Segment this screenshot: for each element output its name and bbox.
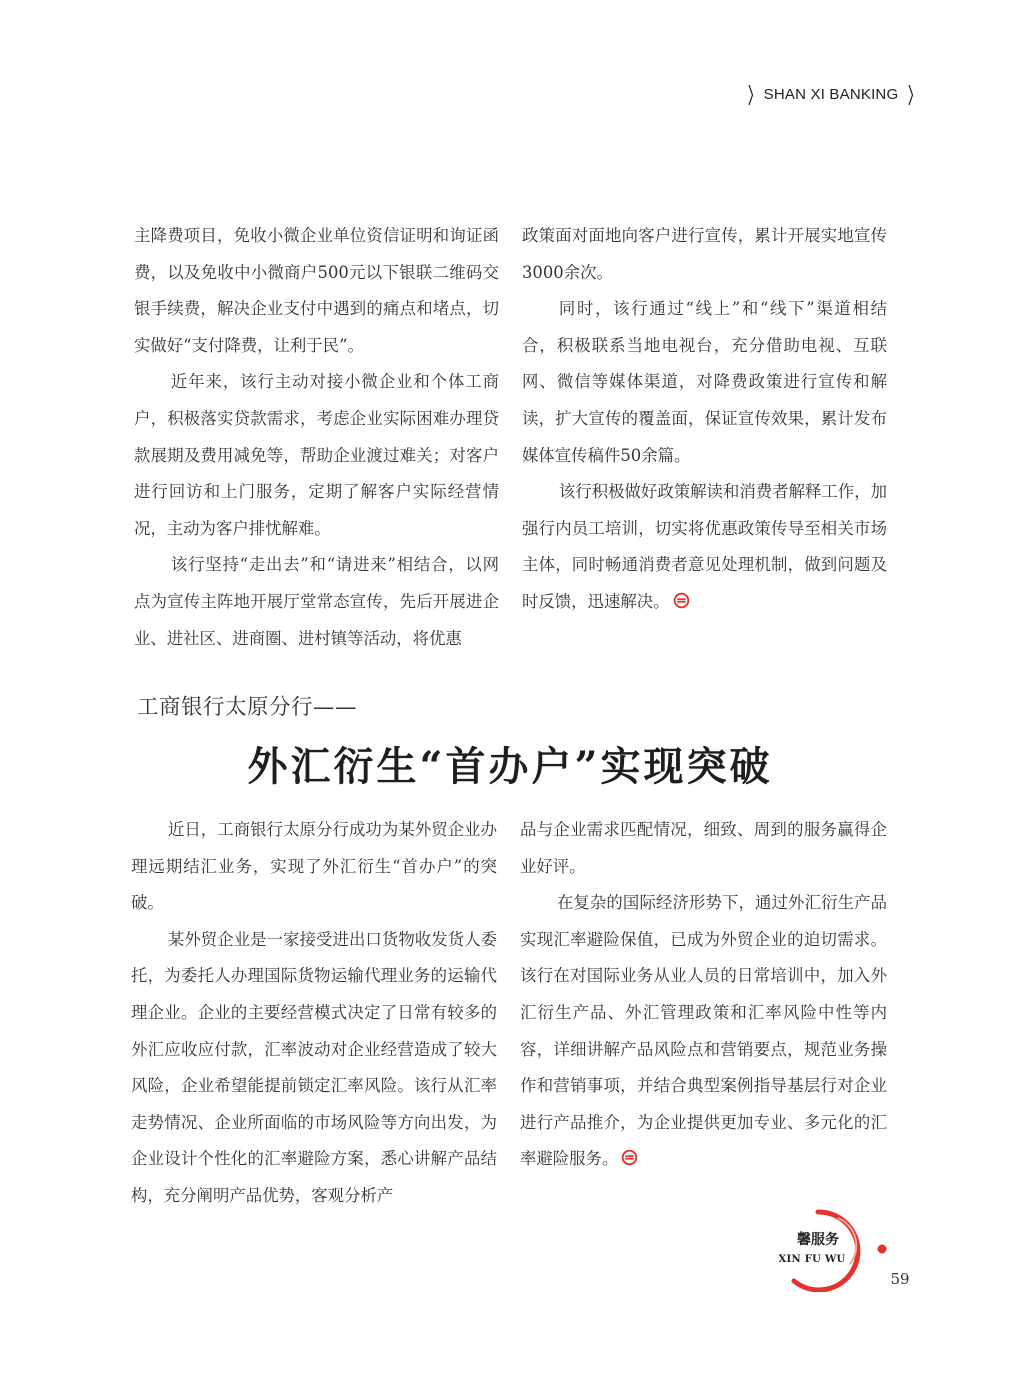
page-number: 59 (890, 1270, 910, 1288)
section-tag-text: SHAN XI BANKING (763, 86, 899, 103)
article2-paragraph: 某外贸企业是一家接受进出口货物收发货人委托，为委托人办理国际货物运输代理业务的运输代理企业。企业的主要经营模式决定了日常有较多的外汇应收应付款，汇率波动对企业经营造成了较大风险，企业希望能提前锁定汇率风险。该行从汇率走势情况、企业所面临的市场风险等方向出发，为企业设计个性化的汇率避险方案，悉心讲解产品结构，充分阐明产品优势，客观分析产 (131, 929, 497, 1205)
article2-paragraph: 品与企业需求匹配情况，细致、周到的服务赢得企业好评。 (520, 820, 887, 876)
section-name-cn: 馨服务 (797, 1232, 839, 1248)
article1-left-column (134, 218, 499, 657)
end-mark-icon (673, 592, 690, 609)
article1-paragraph-last (522, 474, 887, 620)
article1-paragraph: 主降费项目，免收小微企业单位资信证明和询证函费，以及免收中小微商户500元以下银联二维码交银手续费，解决企业支付中遇到的痛点和堵点，切实做好“支付降费，让利于民”。 (134, 226, 499, 355)
article1-paragraph: 同时，该行通过“线上”和“线下”渠道相结合，积极联系当地电视台，充分借助电视、互联网、微信等媒体渠道，对降费政策进行宣传和解读，扩大宣传的覆盖面，保证宣传效果，累计发布媒体宣传稿件50余篇。 (522, 299, 887, 465)
article2-headline: 外汇衍生“首办户”实现突破 (247, 743, 773, 790)
magazine-section-tag (748, 84, 914, 106)
section-name-en: XIN FU WU (778, 1254, 846, 1265)
section-logo (760, 1208, 900, 1292)
article1-paragraph: 近年来，该行主动对接小微企业和个体工商户，积极落实贷款需求，考虑企业实际困难办理贷款展期及费用减免等，帮助企业渡过难关；对客户进行回访和上门服务，定期了解客户实际经营情况，主动为客户排忧解难。 (134, 372, 499, 538)
article2-left-column (131, 812, 497, 1215)
article2-paragraph-last (520, 885, 887, 1178)
article2-kicker: 工商银行太原分行—— (137, 695, 358, 720)
article1-right-column (522, 218, 887, 621)
article1-paragraph-text: 该行积极做好政策解读和消费者解释工作，加强行内员工培训，切实将优惠政策传导至相关市场主体，同时畅通消费者意见处理机制，做到问题及时反馈，迅速解决。 (522, 482, 887, 611)
end-mark-icon (621, 1149, 638, 1166)
article2-right-column (520, 812, 887, 1178)
section-ring-icon (760, 1208, 900, 1292)
article1-paragraph: 该行坚持“走出去”和“请进来”相结合，以网点为宣传主阵地开展厅堂常态宣传，先后开展进企业、进社区、进商圈、进村镇等活动，将优惠 (134, 555, 499, 648)
article2-paragraph: 近日，工商银行太原分行成功为某外贸企业办理远期结汇业务，实现了外汇衍生“首办户”的突破。 (131, 820, 497, 913)
article2-paragraph-text: 在复杂的国际经济形势下，通过外汇衍生产品实现汇率避险保值，已成为外贸企业的迫切需求。该行在对国际业务从业人员的日常培训中，加入外汇衍生产品、外汇管理政策和汇率风险中性等内容，详细讲解产品风险点和营销要点，规范业务操作和营销事项，并结合典型案例指导基层行对企业进行产品推介，为企业提供更加专业、多元化的汇率避险服务。 (520, 893, 887, 1169)
article1-paragraph: 政策面对面地向客户进行宣传，累计开展实地宣传3000余次。 (522, 226, 887, 282)
